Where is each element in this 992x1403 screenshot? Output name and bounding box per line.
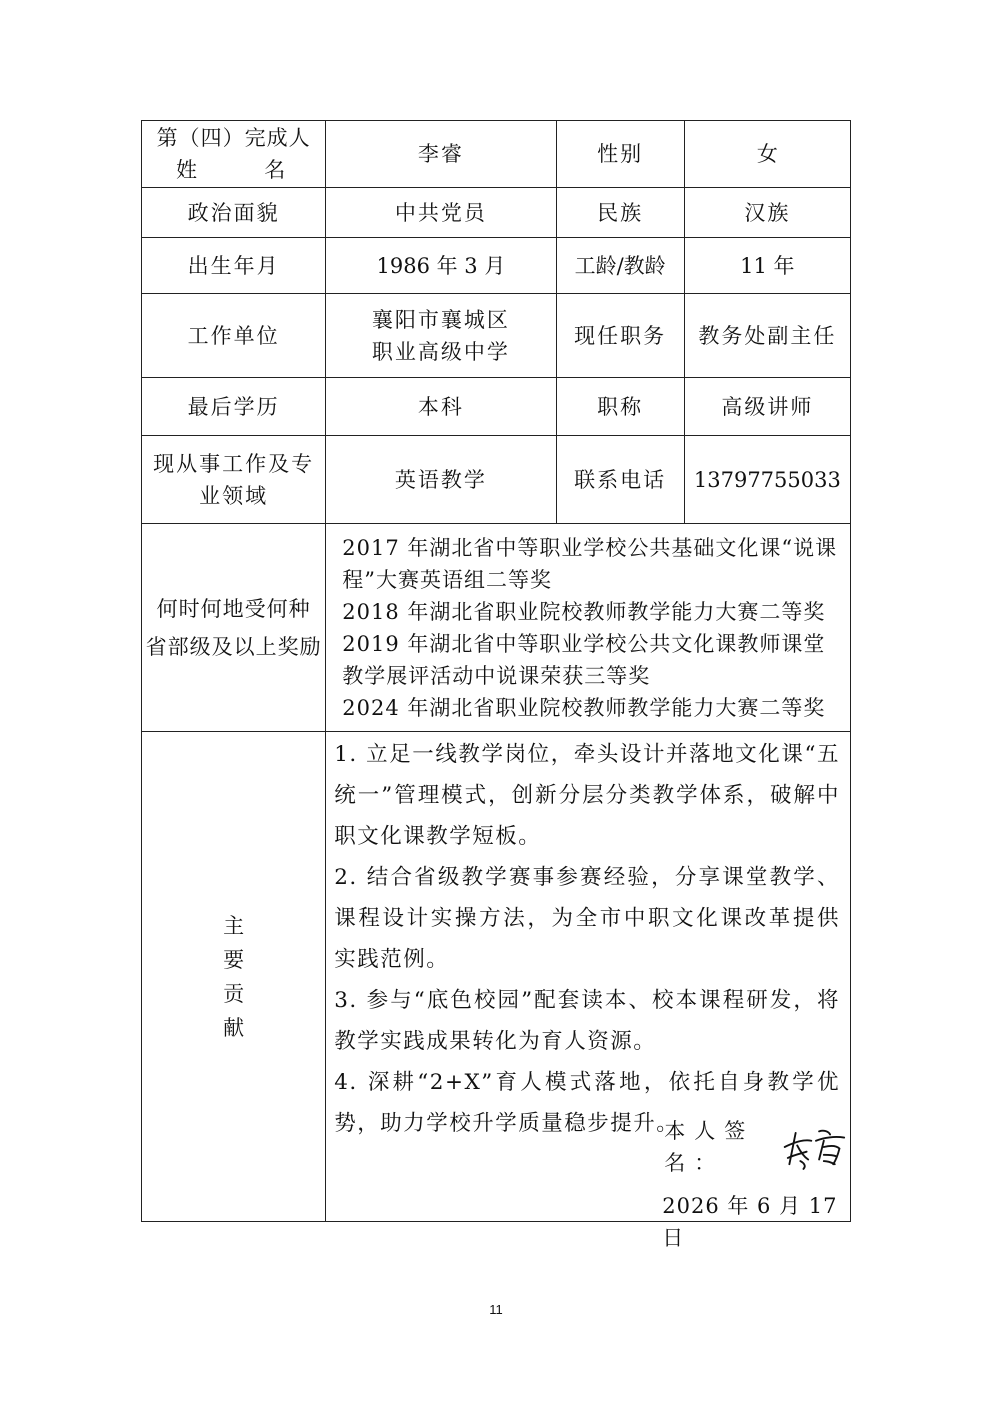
contribution-item: 1. 立足一线教学岗位，牵头设计并落地文化课“五统一”管理模式，创新分层分类教学体系，破解中职文化课教学短板。 (334, 742, 840, 849)
row-field (142, 436, 851, 524)
workplace-label: 工作单位 (142, 294, 326, 378)
contrib-label-char: 要 (223, 947, 245, 972)
political-label: 政治面貌 (142, 188, 326, 238)
page-number: 11 (489, 1302, 503, 1317)
signature-line (664, 1115, 850, 1179)
row-political (142, 188, 851, 238)
awards-list (326, 524, 851, 732)
awards-label-line1: 何时何地受何种 (156, 596, 311, 621)
contrib-label-char: 主 (223, 913, 245, 938)
phone-value: 13797755033 (684, 436, 850, 524)
field-label-line2: 业领域 (199, 483, 269, 508)
name-label-line2 (142, 154, 325, 186)
row-awards (142, 524, 851, 732)
gender-label: 性别 (556, 121, 684, 188)
name-label-cell (142, 121, 326, 188)
contrib-label-char: 献 (223, 1015, 245, 1040)
title-value: 高级讲师 (684, 378, 850, 436)
teaching-age-label: 工龄/教龄 (556, 238, 684, 294)
award-item: 2018 年湖北省职业院校教师教学能力大赛二等奖 (342, 599, 826, 624)
gender-value: 女 (684, 121, 850, 188)
education-label: 最后学历 (142, 378, 326, 436)
contributions-label (142, 732, 326, 1222)
contribution-item: 3. 参与“底色校园”配套读本、校本课程研发，将教学实践成果转化为育人资源。 (334, 988, 840, 1054)
signature-date: 2026 年 6 月 17 日 (662, 1194, 838, 1250)
row-workplace (142, 294, 851, 378)
field-label-line1: 现从事工作及专 (153, 451, 315, 476)
ethnicity-label: 民族 (556, 188, 684, 238)
title-label: 职称 (556, 378, 684, 436)
birth-label: 出生年月 (142, 238, 326, 294)
name-value: 李睿 (326, 121, 556, 188)
ethnicity-value: 汉族 (684, 188, 850, 238)
name-label-char1: 姓 (176, 158, 197, 182)
award-item: 2024 年湖北省职业院校教师教学能力大赛二等奖 (342, 695, 826, 720)
award-item: 2017 年湖北省中等职业学校公共基础文化课“说课程”大赛英语组二等奖 (342, 535, 838, 592)
field-value: 英语教学 (326, 436, 556, 524)
award-item: 2019 年湖北省中等职业学校公共文化课教师课堂教学展评活动中说课荣获三等奖 (342, 631, 826, 688)
row-education (142, 378, 851, 436)
workplace-line2: 职业高级中学 (371, 339, 510, 364)
contribution-item: 4. 深耕“2+X”育人模式落地，依托自身教学优势，助力学校升学质量稳步提升。 (334, 1070, 840, 1136)
awards-label-line2: 省部级及以上奖励 (145, 634, 322, 659)
birth-value: 1986 年 3 月 (326, 238, 556, 294)
name-label-line1: 第（四）完成人 (156, 126, 311, 150)
handwritten-signature (780, 1117, 850, 1177)
row-birth (142, 238, 851, 294)
awards-label (142, 524, 326, 732)
workplace-value (326, 294, 556, 378)
education-value: 本科 (326, 378, 556, 436)
row-contributions (142, 732, 851, 1222)
teaching-age-value: 11 年 (684, 238, 850, 294)
field-label (142, 436, 326, 524)
position-value: 教务处副主任 (684, 294, 850, 378)
contribution-item: 2. 结合省级教学赛事参赛经验，分享课堂教学、课程设计实操方法，为全市中职文化课改革提供实践范例。 (334, 865, 840, 972)
signature-label: 本人签名： (664, 1119, 755, 1175)
contributions-content (326, 732, 851, 1250)
position-label: 现任职务 (556, 294, 684, 378)
name-label-char2: 名 (264, 158, 286, 182)
phone-label: 联系电话 (556, 436, 684, 524)
contrib-label-char: 贡 (223, 981, 245, 1006)
political-value: 中共党员 (326, 188, 556, 238)
personal-info-table (141, 120, 851, 1250)
workplace-line1: 襄阳市襄城区 (371, 307, 510, 332)
row-name (142, 121, 851, 188)
